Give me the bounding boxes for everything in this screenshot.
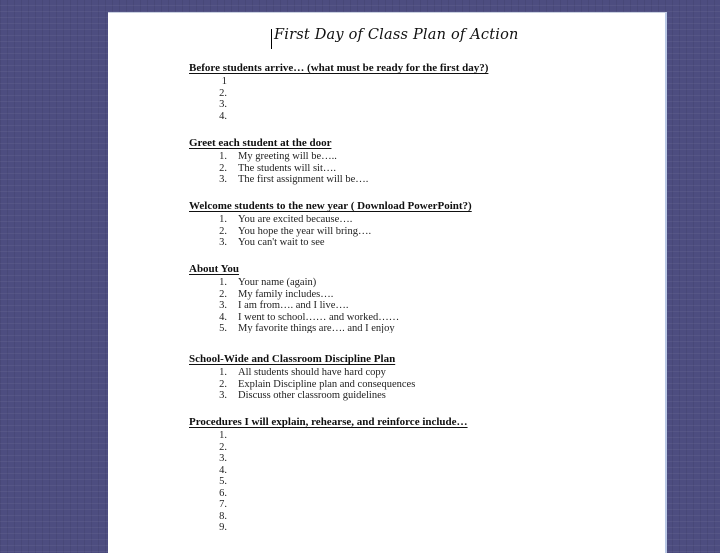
- section-heading: Before students arrive… (what must be ready for the first day?): [189, 62, 489, 74]
- list-item: [189, 430, 659, 442]
- section-heading: School-Wide and Classroom Discipline Plan: [189, 353, 396, 365]
- section-before-students-arrive: [189, 62, 659, 122]
- item-number: 2.: [219, 441, 227, 453]
- list-item: [189, 442, 659, 454]
- item-number: 5.: [219, 323, 227, 333]
- item-text: The first assignment will be….: [238, 174, 369, 185]
- numbered-list: [189, 151, 659, 186]
- item-text: You can't wait to see: [238, 237, 325, 247]
- item-number: 3.: [219, 174, 227, 185]
- item-text: All students should have hard copy: [238, 367, 386, 378]
- item-number: 2.: [219, 288, 227, 300]
- list-item: [189, 499, 659, 511]
- item-text: My greeting will be…..: [238, 151, 337, 162]
- item-number: 4.: [219, 110, 227, 122]
- list-item: [189, 277, 659, 289]
- list-item: [189, 99, 659, 111]
- section-heading: Welcome students to the new year ( Download PowerPoint?): [189, 200, 472, 212]
- list-item: [189, 379, 659, 391]
- item-number: 1.: [219, 214, 227, 225]
- list-item: [189, 289, 659, 301]
- list-item: [189, 88, 659, 100]
- numbered-list: [189, 76, 659, 122]
- document-title: First Day of Class Plan of Action: [274, 27, 519, 43]
- section-procedures: [189, 416, 659, 534]
- item-text: Your name (again): [238, 277, 317, 288]
- item-number: 2.: [219, 87, 227, 99]
- list-item: [189, 488, 659, 500]
- item-number: 2.: [219, 162, 227, 174]
- item-text: You hope the year will bring….: [238, 225, 372, 237]
- item-text: Discuss other classroom guidelines: [238, 390, 386, 401]
- item-number: 9.: [219, 522, 227, 533]
- numbered-list: [189, 277, 659, 333]
- list-item: [189, 76, 659, 88]
- section-heading: About You: [189, 263, 240, 275]
- item-text: I am from…. and I live….: [238, 300, 349, 311]
- numbered-list: [189, 430, 659, 534]
- item-number: 2.: [219, 225, 227, 237]
- item-number: 3.: [219, 237, 227, 247]
- list-item: [189, 226, 659, 238]
- item-number: 3.: [219, 453, 227, 464]
- item-number: 6.: [219, 487, 227, 499]
- list-item: [189, 367, 659, 379]
- list-item: [189, 323, 659, 333]
- list-item: [189, 237, 659, 247]
- item-number: 8.: [219, 510, 227, 522]
- item-number: 1: [221, 76, 227, 87]
- section-greet-students: [189, 137, 659, 186]
- list-item: [189, 111, 659, 123]
- list-item: [189, 312, 659, 324]
- item-number: 1.: [219, 430, 227, 441]
- item-number: 7.: [219, 499, 227, 510]
- list-item: [189, 476, 659, 488]
- item-number: 3.: [219, 300, 227, 311]
- list-item: [189, 214, 659, 226]
- item-number: 5.: [219, 476, 227, 487]
- item-text: Explain Discipline plan and consequences: [238, 378, 416, 390]
- item-number: 2.: [219, 378, 227, 390]
- numbered-list: [189, 367, 659, 402]
- item-text: The students will sit….: [238, 162, 336, 174]
- list-item: [189, 511, 659, 523]
- list-item: [189, 300, 659, 312]
- item-text: You are excited because….: [238, 214, 353, 225]
- item-text: I went to school…… and worked……: [238, 311, 400, 323]
- section-discipline-plan: [189, 353, 659, 402]
- section-heading: Greet each student at the door: [189, 137, 332, 149]
- list-item: [189, 151, 659, 163]
- item-number: 3.: [219, 99, 227, 110]
- item-number: 1.: [219, 277, 227, 288]
- item-number: 1.: [219, 367, 227, 378]
- text-cursor: [271, 29, 272, 49]
- item-number: 1.: [219, 151, 227, 162]
- list-item: [189, 522, 659, 534]
- item-number: 4.: [219, 464, 227, 476]
- list-item: [189, 453, 659, 465]
- section-welcome-students: [189, 200, 659, 247]
- list-item: [189, 465, 659, 477]
- item-number: 3.: [219, 390, 227, 401]
- list-item: [189, 174, 659, 186]
- item-text: My family includes….: [238, 288, 334, 300]
- section-heading: Procedures I will explain, rehearse, and reinforce include…: [189, 416, 468, 428]
- item-number: 4.: [219, 311, 227, 323]
- item-text: My favorite things are…. and I enjoy: [238, 323, 395, 333]
- list-item: [189, 390, 659, 402]
- document-page: [108, 12, 667, 553]
- numbered-list: [189, 214, 659, 247]
- section-about-you: [189, 263, 659, 333]
- list-item: [189, 163, 659, 175]
